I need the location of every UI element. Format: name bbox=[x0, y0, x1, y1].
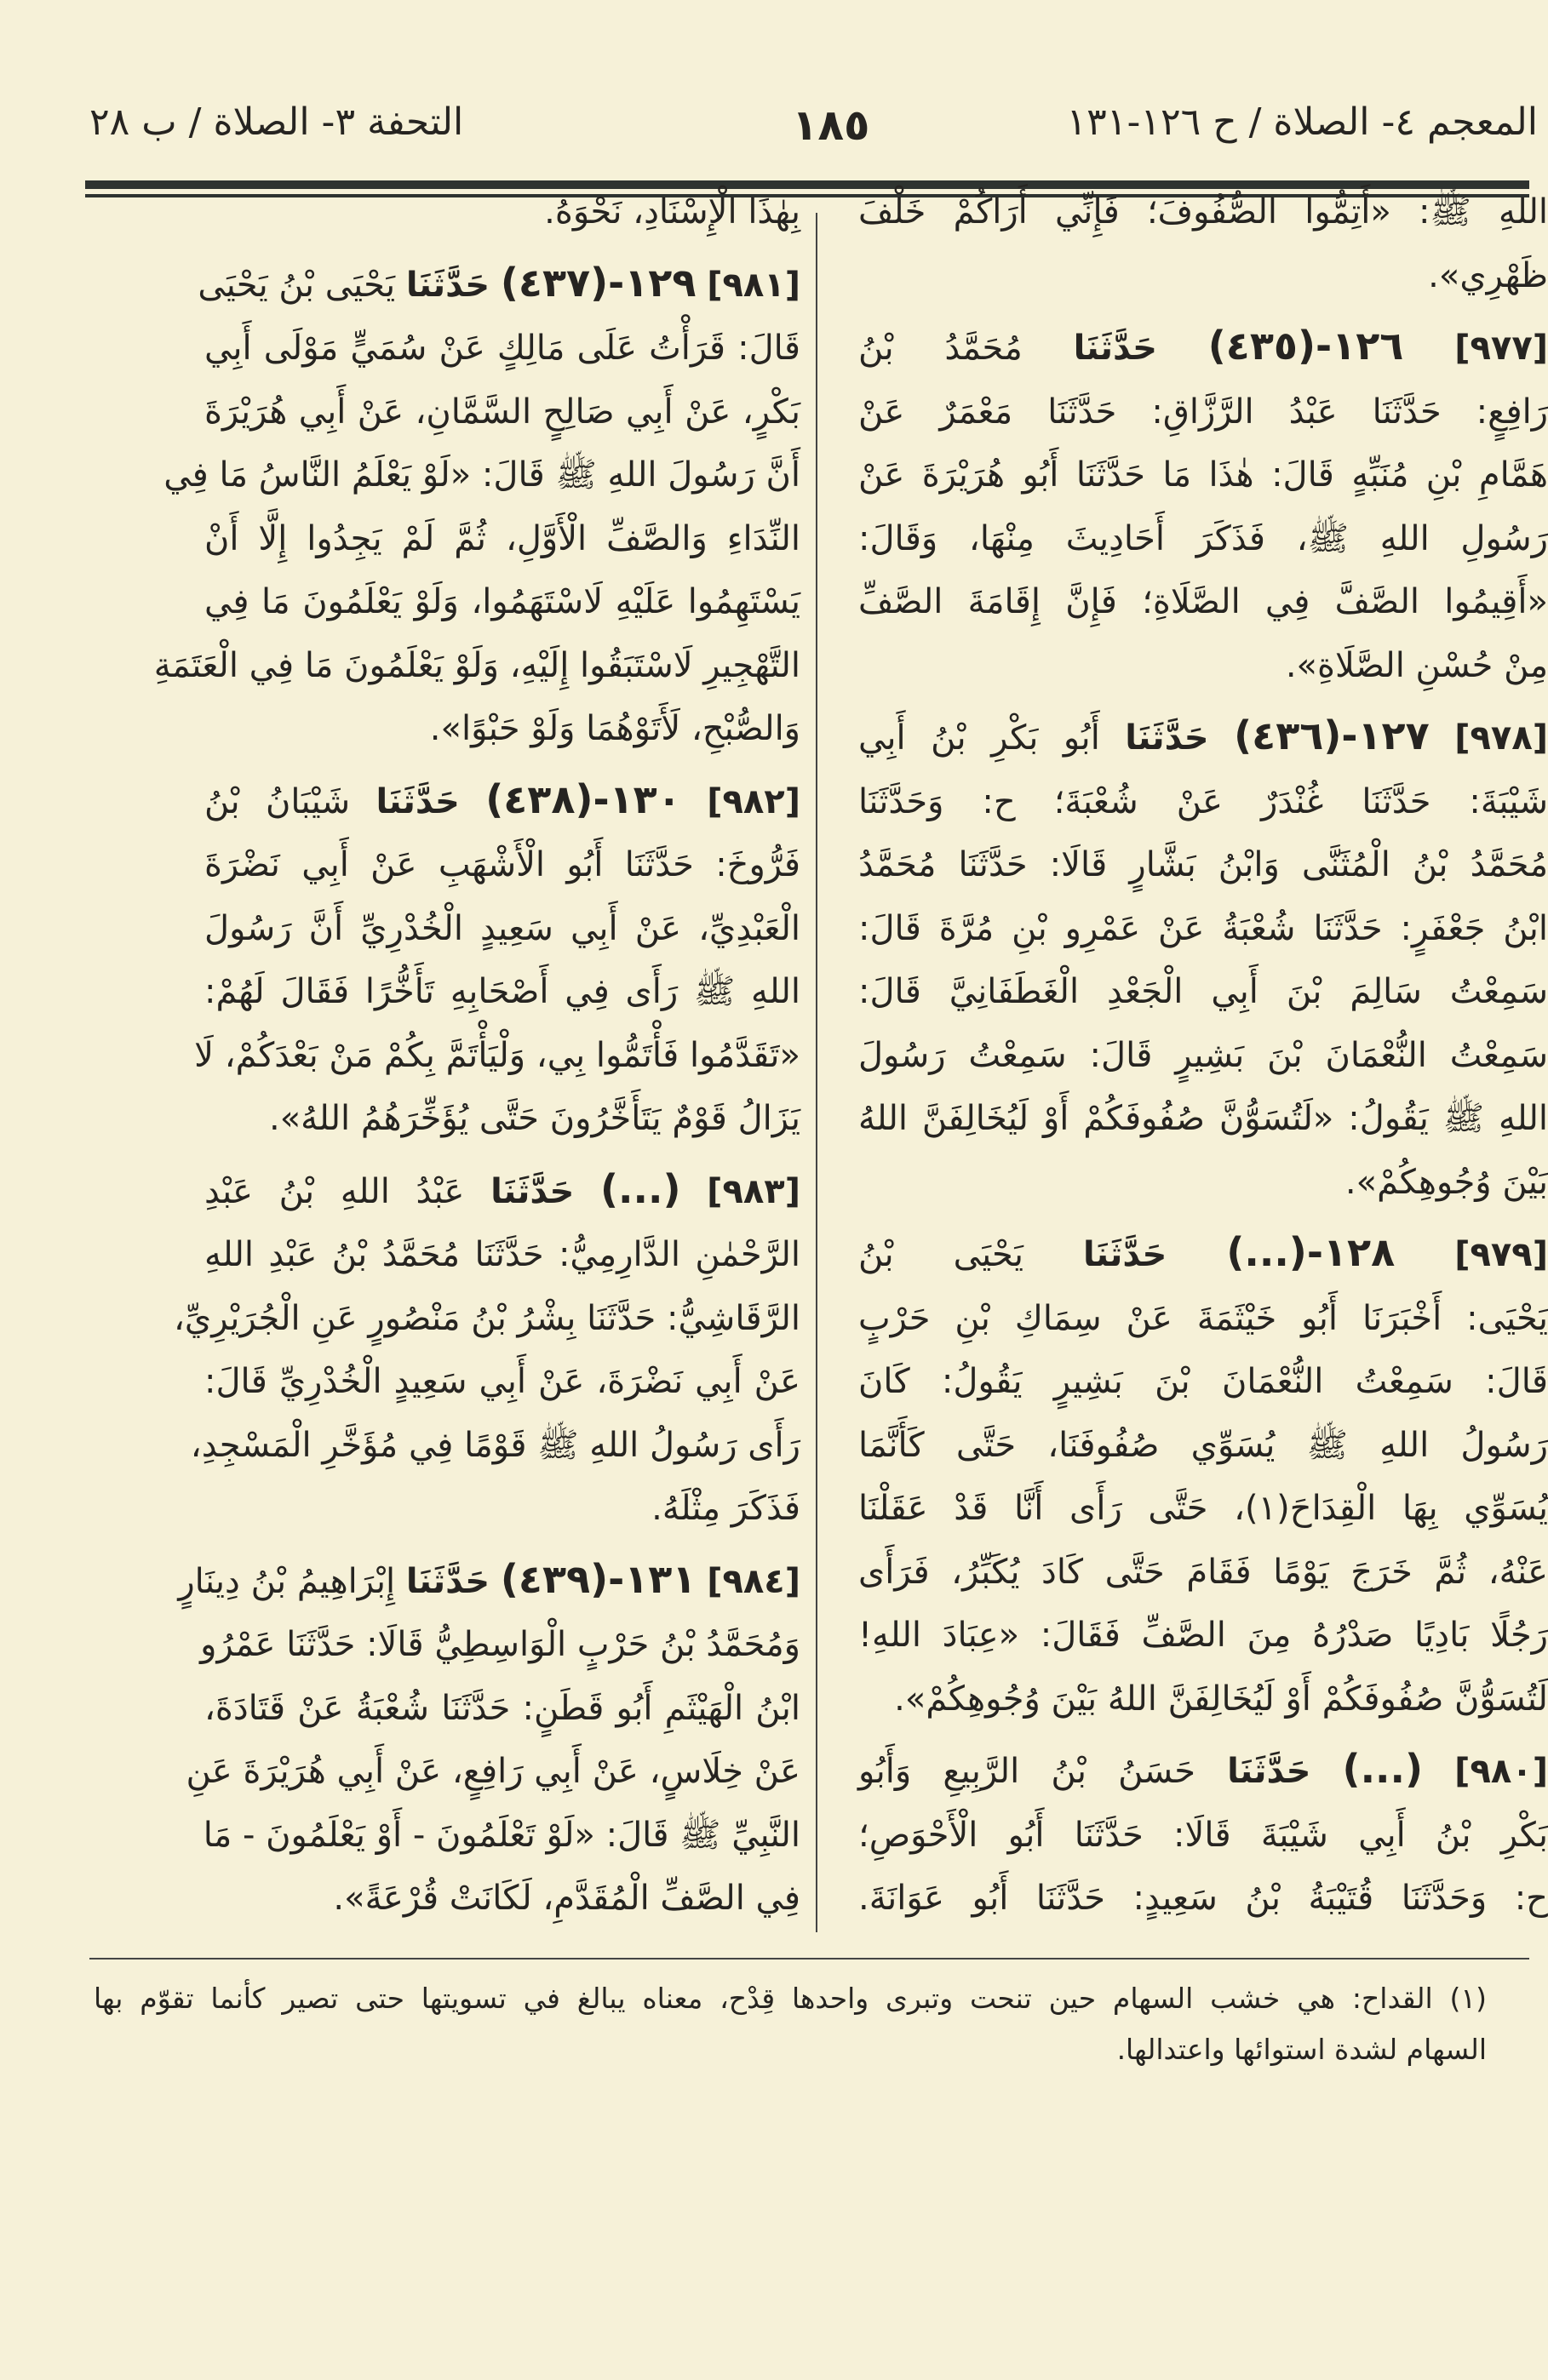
text-line: بَكْرٍ، عَنْ أَبِي صَالِحٍ السَّمَّانِ، عَنْ أَبِي هُرَيْرَةَ bbox=[204, 392, 800, 432]
hadith-number: ١٣٠-(٤٣٨) bbox=[485, 775, 681, 822]
text-line: مُحَمَّدُ بْنُ الْمُثَنَّى وَابْنُ بَشَّارٍ قَالَا: حَدَّثَنَا مُحَمَّدُ bbox=[858, 845, 1548, 884]
text-line: هَمَّامِ بْنِ مُنَبِّهٍ قَالَ: هٰذَا مَا حَدَّثَنَا أَبُو هُرَيْرَةَ عَنْ bbox=[858, 455, 1548, 495]
text-line: بَيْنَ وُجُوهِكُمْ». bbox=[1344, 1162, 1548, 1202]
text-line: «أَقِيمُوا الصَّفَّ فِي الصَّلَاةِ؛ فَإِنَّ إِقَامَةَ الصَّفِّ bbox=[858, 582, 1548, 621]
text-line: رَسُولِ اللهِ ﷺ، فَذَكَرَ أَحَادِيثَ مِنْهَا، وَقَالَ: bbox=[858, 518, 1548, 558]
page-number: ١٨٥ bbox=[792, 100, 870, 150]
hadith-reference: [٩٨٢] bbox=[707, 781, 800, 821]
hadith-heading-line bbox=[858, 1221, 1548, 1287]
haddathana-keyword: حَدَّثَنَا bbox=[376, 781, 460, 821]
hadith-paragraph bbox=[858, 180, 1548, 307]
text-line: قَالَ: قَرَأْتُ عَلَى مَالِكٍ عَنْ سُمَيٍّ مَوْلَى أَبِي bbox=[204, 329, 800, 368]
text-line: ظَهْرِي». bbox=[1428, 255, 1548, 295]
text-line: فِي الصَّفِّ الْمُقَدَّمِ، لَكَانَتْ قُرْعَةً». bbox=[333, 1879, 800, 1918]
right-column bbox=[858, 180, 1548, 1937]
narrator-text: شَيْبَانُ بْنُ bbox=[204, 781, 351, 821]
text-line: فَرُّوخَ: حَدَّثَنَا أَبُو الْأَشْهَبِ عَنْ أَبِي نَضْرَةَ bbox=[204, 845, 800, 884]
running-head-left: التحفة ٣- الصلاة / ب ٢٨ bbox=[89, 100, 464, 144]
hadith-paragraph bbox=[858, 1221, 1548, 1731]
haddathana-keyword: حَدَّثَنَا bbox=[1083, 1235, 1167, 1274]
left-column bbox=[153, 180, 800, 1937]
text-line: عَنْهُ، ثُمَّ خَرَجَ يَوْمًا فَقَامَ حَتَّى كَادَ يُكَبِّرُ، فَرَأَى bbox=[858, 1552, 1548, 1592]
text-line: سَمِعْتُ سَالِمَ بْنَ أَبِي الْجَعْدِ الْغَطَفَانِيَّ قَالَ: bbox=[858, 972, 1548, 1011]
hadith-paragraph bbox=[858, 704, 1548, 1214]
text-line: اللهِ ﷺ يَقُولُ: «لَتُسَوُّنَّ صُفُوفَكُمْ أَوْ لَيُخَالِفَنَّ اللهُ bbox=[858, 1099, 1548, 1138]
narrator-text: أَبُو بَكْرِ بْنُ أَبِي bbox=[858, 718, 1100, 758]
hadith-heading-line bbox=[858, 704, 1548, 770]
text-line: اللهِ ﷺ: «أَتِمُّوا الصُّفُوفَ؛ فَإِنِّي أَرَاكُمْ خَلْفَ bbox=[858, 192, 1548, 232]
column-divider bbox=[816, 213, 817, 1932]
paragraph-gap bbox=[858, 307, 1548, 314]
footnote-line: السهام لشدة استوائها واعتدالها. bbox=[1116, 2033, 1487, 2066]
text-line: شَيْبَةَ: حَدَّثَنَا غُنْدَرٌ عَنْ شُعْبَةَ؛ ح: وَحَدَّثَنَا bbox=[858, 781, 1548, 821]
paragraph-gap bbox=[858, 697, 1548, 704]
hadith-reference: [٩٨٠] bbox=[1454, 1752, 1548, 1791]
text-line: ابْنُ جَعْفَرٍ: حَدَّثَنَا شُعْبَةُ عَنْ عَمْرِو بْنِ مُرَّةَ قَالَ: bbox=[858, 908, 1548, 948]
hadith-reference: [٩٧٨] bbox=[1454, 718, 1548, 758]
text-line: الْعَبْدِيِّ، عَنْ أَبِي سَعِيدٍ الْخُدْرِيِّ أَنَّ رَسُولَ bbox=[204, 908, 800, 948]
text-line: قَالَ: سَمِعْتُ النُّعْمَانَ بْنَ بَشِيرٍ يَقُولُ: كَانَ bbox=[858, 1362, 1548, 1401]
hadith-reference: [٩٨١] bbox=[707, 265, 800, 305]
narrator-text: حَسَنُ بْنُ الرَّبِيعِ وَأَبُو bbox=[858, 1752, 1195, 1791]
text-line: فَذَكَرَ مِثْلَهُ. bbox=[651, 1489, 800, 1528]
footnotes bbox=[94, 1973, 1487, 2075]
footnote-line: (١) القداح: هي خشب السهام حين تنحت وتبرى واحدها قِدْح، معناه يبالغ في تسويتها حتى تصير كأنما تقوّم بها bbox=[94, 1982, 1487, 2015]
paragraph-gap bbox=[858, 1931, 1548, 1937]
text-line: رَافِعٍ: حَدَّثَنَا عَبْدُ الرَّزَّاقِ: حَدَّثَنَا مَعْمَرٌ عَنْ bbox=[858, 392, 1548, 432]
hadith-paragraph bbox=[204, 180, 800, 244]
text-line: وَالصُّبْحِ، لَأَتَوْهُمَا وَلَوْ حَبْوًا». bbox=[429, 709, 800, 748]
text-line: رَسُولُ اللهِ ﷺ يُسَوِّي صُفُوفَنَا، حَتَّى كَأَنَّمَا bbox=[858, 1425, 1548, 1465]
text-line: مِنْ حُسْنِ الصَّلَاةِ». bbox=[1285, 645, 1548, 685]
haddathana-keyword: حَدَّثَنَا bbox=[1227, 1752, 1311, 1791]
text-line: ابْنُ الْهَيْثَمِ أَبُو قَطَنٍ: حَدَّثَنَا شُعْبَةُ عَنْ قَتَادَةَ، bbox=[204, 1688, 800, 1728]
hadith-number: ١٢٨-(...) bbox=[1226, 1229, 1396, 1275]
text-line: سَمِعْتُ النُّعْمَانَ بْنَ بَشِيرٍ قَالَ: سَمِعْتُ رَسُولَ bbox=[858, 1035, 1548, 1075]
hadith-heading-line bbox=[858, 314, 1548, 380]
hadith-number: ١٢٩-(٤٣٧) bbox=[500, 259, 697, 306]
text-line: رَجُلًا بَادِيًا صَدْرُهُ مِنَ الصَّفِّ فَقَالَ: «عِبَادَ اللهِ! bbox=[858, 1616, 1548, 1655]
text-line: «تَقَدَّمُوا فَأْتَمُّوا بِي، وَلْيَأْتَمَّ بِكُمْ مَنْ بَعْدَكُمْ، لَا bbox=[194, 1035, 800, 1075]
haddathana-keyword: حَدَّثَنَا bbox=[1073, 329, 1157, 368]
paragraph-gap bbox=[858, 1214, 1548, 1221]
paragraph-gap bbox=[204, 244, 800, 251]
text-line: الرَّقَاشِيُّ: حَدَّثَنَا بِشْرُ بْنُ مَنْصُورٍ عَنِ الْجُرَيْرِيِّ، bbox=[174, 1298, 800, 1338]
haddathana-keyword: حَدَّثَنَا bbox=[405, 265, 490, 305]
hadith-heading-line bbox=[178, 1548, 800, 1614]
text-line: بَكْرِ بْنُ أَبِي شَيْبَةَ قَالَا: حَدَّثَنَا أَبُو الْأَحْوَصِ؛ bbox=[858, 1815, 1548, 1855]
narrator-text: مُحَمَّدُ بْنُ bbox=[858, 329, 1023, 368]
hadith-heading-line bbox=[204, 768, 800, 834]
haddathana-keyword: حَدَّثَنَا bbox=[405, 1561, 490, 1601]
paragraph-gap bbox=[204, 1931, 800, 1937]
hadith-heading-line bbox=[858, 1737, 1548, 1804]
hadith-reference: [٩٧٩] bbox=[1454, 1235, 1548, 1274]
text-line: النَّبِيِّ ﷺ قَالَ: «لَوْ تَعْلَمُونَ - أَوْ يَعْلَمُونَ - مَا bbox=[203, 1815, 800, 1855]
paragraph-gap bbox=[204, 761, 800, 768]
text-line: يَحْيَى: أَخْبَرَنَا أَبُو خَيْثَمَةَ عَنْ سِمَاكِ بْنِ حَرْبٍ bbox=[858, 1298, 1548, 1338]
hadith-number: ١٢٧-(٤٣٦) bbox=[1234, 712, 1430, 758]
paragraph-gap bbox=[204, 1151, 800, 1158]
text-line: التَّهْجِيرِ لَاسْتَبَقُوا إِلَيْهِ، وَلَوْ يَعْلَمُونَ مَا فِي الْعَتَمَةِ bbox=[153, 645, 800, 685]
hadith-paragraph bbox=[174, 1158, 800, 1541]
haddathana-keyword: حَدَّثَنَا bbox=[1125, 718, 1209, 758]
paragraph-gap bbox=[858, 1731, 1548, 1737]
haddathana-keyword: حَدَّثَنَا bbox=[490, 1171, 575, 1211]
hadith-paragraph bbox=[858, 1737, 1548, 1931]
running-head-right: المعجم ٤- الصلاة / ح ١٢٦-١٣١ bbox=[1066, 100, 1538, 144]
hadith-heading-line bbox=[198, 251, 800, 318]
hadith-number: (...) bbox=[600, 1165, 681, 1212]
hadith-number: ١٣١-(٤٣٩) bbox=[500, 1555, 697, 1602]
text-line: بِهٰذَا الْإِسْنَادِ، نَحْوَهُ. bbox=[544, 192, 800, 232]
hadith-paragraph bbox=[178, 1548, 800, 1931]
footnote-rule bbox=[89, 1958, 1529, 1959]
text-line: يَزَالُ قَوْمٌ يَتَأَخَّرُونَ حَتَّى يُؤَخِّرَهُمُ اللهُ». bbox=[268, 1099, 800, 1138]
narrator-text: يَحْيَى بْنُ bbox=[858, 1235, 1023, 1274]
text-line: اللهِ ﷺ رَأَى فِي أَصْحَابِهِ تَأَخُّرًا فَقَالَ لَهُمْ: bbox=[204, 972, 800, 1011]
text-line: الرَّحْمٰنِ الدَّارِمِيُّ: حَدَّثَنَا مُحَمَّدُ بْنُ عَبْدِ اللهِ bbox=[204, 1235, 800, 1274]
text-line: عَنْ خِلَاسٍ، عَنْ أَبِي رَافِعٍ، عَنْ أَبِي هُرَيْرَةَ عَنِ bbox=[186, 1752, 800, 1791]
hadith-reference: [٩٨٤] bbox=[707, 1561, 800, 1601]
text-line: لَتُسَوُّنَّ صُفُوفَكُمْ أَوْ لَيُخَالِفَنَّ اللهُ بَيْنَ وُجُوهِكُمْ». bbox=[894, 1679, 1548, 1719]
hadith-paragraph bbox=[153, 251, 800, 761]
text-line: ح: وَحَدَّثَنَا قُتَيْبَةُ بْنُ سَعِيدٍ: حَدَّثَنَا أَبُو عَوَانَةَ. bbox=[858, 1879, 1548, 1918]
hadith-number: (...) bbox=[1342, 1746, 1424, 1792]
hadith-number: ١٢٦-(٤٣٥) bbox=[1207, 323, 1404, 369]
text-line: أَنَّ رَسُولَ اللهِ ﷺ قَالَ: «لَوْ يَعْلَمُ النَّاسُ مَا فِي bbox=[163, 455, 800, 495]
hadith-paragraph bbox=[194, 768, 800, 1151]
text-line: رَأَى رَسُولُ اللهِ ﷺ قَوْمًا فِي مُؤَخَّرِ الْمَسْجِدِ، bbox=[190, 1425, 800, 1465]
text-line: يُسَوِّي بِهَا الْقِدَاحَ(١)، حَتَّى رَأَى أَنَّا قَدْ عَقَلْنَا bbox=[858, 1489, 1548, 1528]
text-line: عَنْ أَبِي نَضْرَةَ، عَنْ أَبِي سَعِيدٍ الْخُدْرِيِّ قَالَ: bbox=[204, 1362, 800, 1401]
text-line: النِّدَاءِ وَالصَّفِّ الْأَوَّلِ، ثُمَّ لَمْ يَجِدُوا إِلَّا أَنْ bbox=[204, 518, 800, 558]
hadith-paragraph bbox=[858, 314, 1548, 697]
text-line: وَمُحَمَّدُ بْنُ حَرْبٍ الْوَاسِطِيُّ قَالَا: حَدَّثَنَا عَمْرُو bbox=[200, 1625, 800, 1664]
hadith-heading-line bbox=[204, 1158, 800, 1224]
text-line: يَسْتَهِمُوا عَلَيْهِ لَاسْتَهَمُوا، وَلَوْ يَعْلَمُونَ مَا فِي bbox=[204, 582, 800, 621]
narrator-text: عَبْدُ اللهِ بْنُ عَبْدِ bbox=[204, 1171, 465, 1211]
narrator-text: إِبْرَاهِيمُ بْنُ دِينَارٍ bbox=[178, 1561, 396, 1601]
hadith-reference: [٩٧٧] bbox=[1454, 329, 1548, 368]
narrator-text: يَحْيَى بْنُ يَحْيَى bbox=[198, 265, 396, 305]
hadith-reference: [٩٨٣] bbox=[707, 1171, 800, 1211]
paragraph-gap bbox=[204, 1541, 800, 1548]
